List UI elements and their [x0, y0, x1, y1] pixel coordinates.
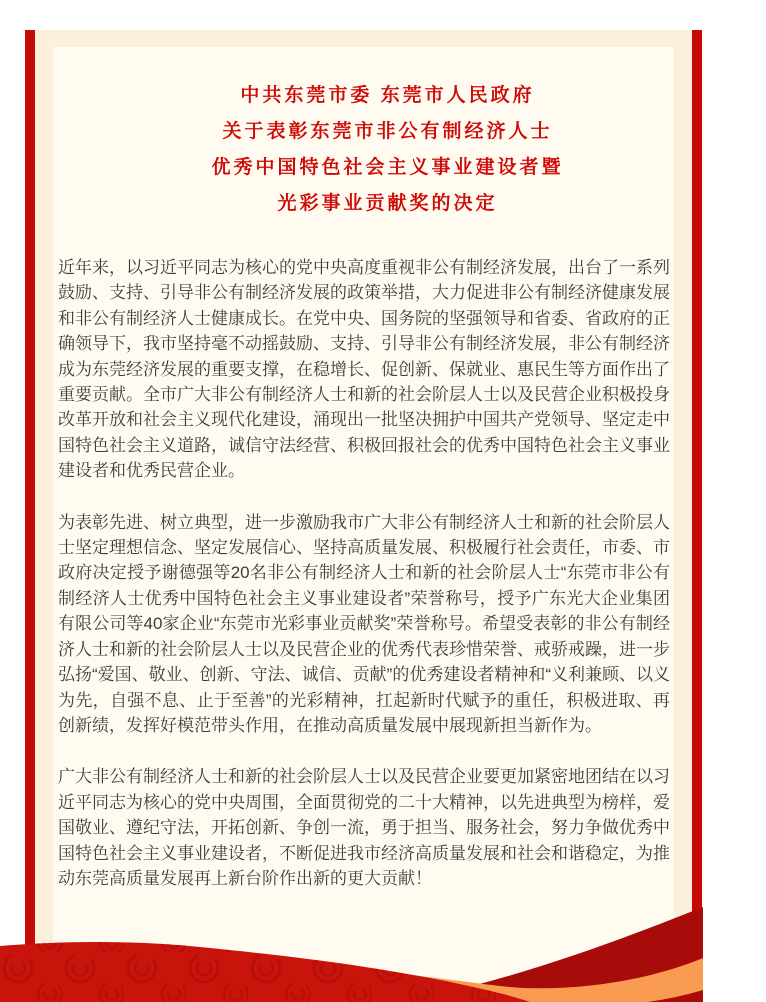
paragraph: 近年来，以习近平同志为核心的党中央高度重视非公有制经济发展，出台了一系列鼓励、支持、引导非公有制经济发展的政策举措，大力促进非公有制经济健康发展和非公有制经济人士健康成长。在党中央、国务院的坚强领导和省委、省政府的正确领导下，我市坚持毫不动摇鼓励、支持、引导非公有制经济发展，非公有制经济成为东莞经济发展的重要支撑，在稳增长、促创新、保就业、惠民生等方面作出了重要贡献。全市广大非公有制经济人士和新的社会阶层人士以及民营企业积极投身改革开放和社会主义现代化建设，涌现出一批坚决拥护中国共产党领导、坚定走中国特色社会主义道路，诚信守法经营、积极回报社会的优秀中国特色社会主义事业建设者和优秀民营企业。: [58, 258, 670, 481]
wave-swirl-texture: [0, 942, 530, 1002]
title-line: 中共东莞市委 东莞市人民政府: [240, 85, 535, 106]
document-card: [25, 30, 702, 1002]
title-line: 优秀中国特色社会主义事业建设者暨: [211, 157, 564, 178]
document-title: [53, 47, 674, 222]
title-line: 光彩事业贡献奖的决定: [277, 193, 498, 214]
paragraph: 广大非公有制经济人士和新的社会阶层人士以及民营企业要更加紧密地团结在以习近平同志为核心的党中央周围，全面贯彻党的二十大精神，以先进典型为榜样，爱国敬业、遵纪守法，开拓创新、争创一流，勇于担当、服务社会，努力争做优秀中国特色社会主义事业建设者，不断促进我市经济高质量发展和社会和谐稳定，为推动东莞高质量发展再上新台阶作出新的更大贡献！: [58, 767, 670, 888]
card-cream-border: [35, 30, 692, 1002]
title-line: 关于表彰东莞市非公有制经济人士: [222, 121, 553, 142]
paragraph: 为表彰先进、树立典型，进一步激励我市广大非公有制经济人士和新的社会阶层人士坚定理想信念、坚定发展信心、坚持高质量发展、积极履行社会责任，市委、市政府决定授予谢德强等20名非公有制经济人士和新的社会阶层人士“东莞市非公有制经济人士优秀中国特色社会主义事业建设者”荣誉称号，授予广东光大企业集团有限公司等40家企业“东莞市光彩事业贡献奖”荣誉称号。希望受表彰的非公有制经济人士和新的社会阶层人士以及民营企业的优秀代表珍惜荣誉、戒骄戒躁，进一步弘扬“爱国、敬业、创新、守法、诚信、贡献”的优秀建设者精神和“义利兼顾、以义为先，自强不息、止于至善”的光彩精神，扛起新时代赋予的重任，积极进取、再创新绩，发挥好模范带头作用，在推动高质量发展中展现新担当新作为。: [58, 512, 670, 735]
card-content-area: [53, 47, 674, 1002]
wave-decoration: [0, 900, 766, 1002]
document-body: [58, 255, 670, 891]
